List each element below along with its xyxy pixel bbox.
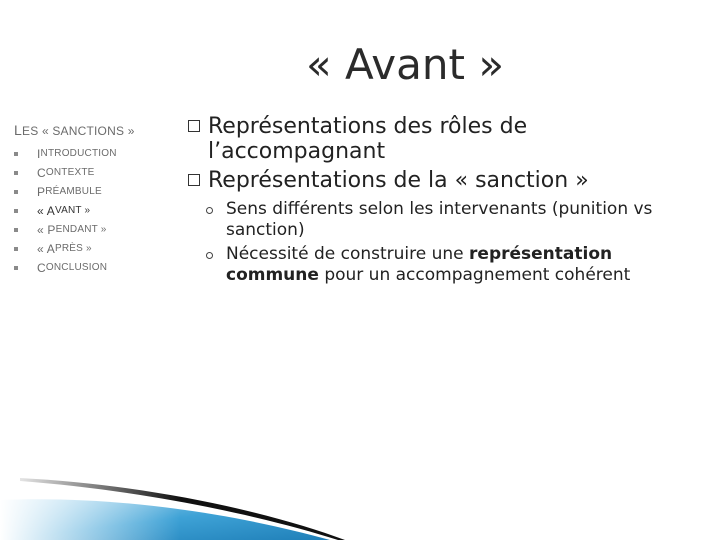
sidebar-item-rest: ENDANT »	[55, 224, 107, 235]
sub-bullet-sens	[204, 199, 708, 241]
checkbox-bullet-icon	[188, 174, 200, 186]
square-bullet-icon	[14, 152, 18, 156]
bullet-item-roles	[188, 114, 708, 164]
sub-bullet-text-a: Nécessité de construire une	[226, 244, 470, 264]
sidebar-item-rest: VANT »	[54, 205, 91, 216]
sidebar-item-introduction[interactable]	[14, 144, 117, 163]
sidebar-heading-rest: ES « SANCTIONS »	[22, 124, 135, 138]
checkbox-bullet-icon	[188, 120, 200, 132]
bullet-item-sanction	[188, 168, 708, 193]
sidebar-item-first: I	[37, 146, 41, 161]
sidebar-item-rest: RÉAMBULE	[45, 186, 102, 197]
sidebar-item-rest: ONTEXTE	[45, 167, 95, 178]
sidebar-item-rest: NTRODUCTION	[40, 148, 117, 159]
sub-bullet-text-c: pour un accompagnement cohérent	[318, 265, 631, 285]
sidebar-item-preambule[interactable]	[14, 182, 117, 201]
slide-title: « Avant »	[305, 40, 505, 89]
bullet-text-sanction: Représentations de la « sanction »	[208, 168, 589, 193]
sidebar-item-first: « A	[37, 203, 55, 218]
slide-content	[188, 114, 708, 286]
square-bullet-icon	[14, 190, 18, 194]
sidebar-item-first: « A	[37, 241, 55, 256]
sidebar-heading-first: L	[14, 122, 22, 138]
sub-bullet-necessite	[204, 244, 708, 286]
sidebar-item-first: C	[37, 165, 46, 180]
bullet-text-roles: Représentations des rôles	[208, 114, 493, 139]
sidebar-item-apres[interactable]	[14, 239, 117, 258]
sidebar-item-first: C	[37, 260, 46, 275]
sidebar-item-rest: PRÈS »	[54, 243, 92, 254]
sidebar-nav	[14, 144, 117, 277]
sidebar-item-pendant[interactable]	[14, 220, 117, 239]
decorative-swoosh	[0, 440, 720, 540]
sidebar-item-first: « P	[37, 222, 56, 237]
sidebar-item-contexte[interactable]	[14, 163, 117, 182]
bullet-text-accompagnant: de l’accompagnant	[208, 114, 528, 164]
sidebar-item-avant[interactable]	[14, 201, 117, 220]
sub-bullet-text: Sens différents selon les intervenants (punition vs sanction)	[226, 199, 653, 240]
square-bullet-icon	[14, 209, 18, 213]
circle-bullet-icon	[206, 207, 213, 214]
square-bullet-icon	[14, 171, 18, 175]
sub-bullet-text-bold: représentation commune	[226, 244, 613, 285]
circle-bullet-icon	[206, 252, 213, 259]
sidebar-item-first: P	[37, 184, 46, 199]
sub-bullet-list	[204, 199, 708, 286]
sidebar-item-conclusion[interactable]	[14, 258, 117, 277]
square-bullet-icon	[14, 228, 18, 232]
square-bullet-icon	[14, 247, 18, 251]
sidebar-item-rest: ONCLUSION	[45, 262, 108, 273]
square-bullet-icon	[14, 266, 18, 270]
sidebar-heading	[14, 122, 135, 138]
